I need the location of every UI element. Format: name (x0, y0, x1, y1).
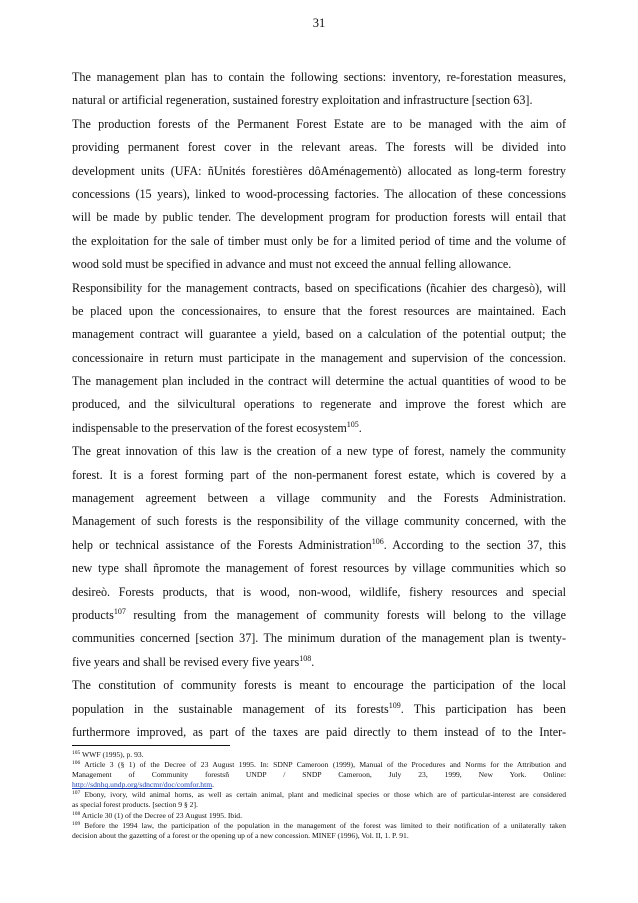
footnote-ref: 106 (371, 536, 384, 546)
line-text: the exploitation for the sale of timber must only be for a limited period of time and the volume of (72, 233, 566, 248)
line-text: population in the sustainable management of its forests (72, 701, 389, 716)
body-line (72, 674, 566, 697)
body-line (72, 206, 566, 229)
body-line (72, 651, 566, 674)
line-text: produced, and the silvicultural operations to regenerate and improve the forest which are (72, 397, 566, 412)
body-line (72, 253, 566, 276)
line-text: providing permanent forest cover in the relevant areas. The forests will be divided into (72, 140, 566, 155)
line-text: The management plan has to contain the following sections: inventory, re-forestation measures, (72, 70, 566, 84)
line-text-after: resulting from the management of community forests will belong to the village (125, 607, 566, 622)
body-line (72, 487, 566, 510)
line-text: indispensable to the preservation of the forest ecosystem (72, 420, 347, 435)
body-text (72, 66, 566, 744)
line-text: will be made by public tender. The development program for production forests will entail that (72, 210, 566, 225)
line-text: help or technical assistance of the Forests Administration (72, 537, 372, 552)
line-text: development units (UFA: ñUnités forestières dôAménagementò) allocated as long-term forestry (72, 163, 566, 178)
page-number: 31 (312, 16, 326, 30)
body-line (72, 721, 566, 744)
footnote-ref: 109 (388, 700, 401, 710)
line-text: Management of such forests is the responsibility of the village community concerned, with the (72, 514, 566, 529)
line-text-after: . According to the section 37, this (383, 537, 566, 552)
body-line (72, 277, 566, 300)
body-line (72, 183, 566, 206)
footnote-number: 109 (72, 820, 81, 827)
line-text: products (72, 607, 114, 622)
footnote-text: as special forest products. [section 9 § 2]. (72, 800, 198, 810)
line-text: The management plan included in the contract will determine the actual quantities of wood to be (72, 374, 566, 389)
line-text: be placed upon the concessionaires, to ensure that the forest resources are maintained. Each (72, 303, 566, 318)
footnote-number: 108 (72, 810, 81, 817)
footnote-line (72, 821, 566, 831)
body-line (72, 160, 566, 183)
body-line (72, 581, 566, 604)
footnote-text: WWF (1995), p. 93. (80, 750, 144, 759)
footnote-number: 106 (72, 760, 81, 767)
footnote-text: Article 3 (§ 1) of the Decree of 23 August 1995. In: SDNP Cameroon (1999), Manual of the Procedures and Norms for the Attribution and (80, 760, 566, 770)
footnote-ref: 107 (113, 606, 126, 616)
line-text: communities concerned [section 37]. The minimum duration of the management plan is twenty- (72, 631, 566, 646)
body-line (72, 370, 566, 393)
body-line (72, 66, 566, 89)
footnote-text: Article 30 (1) of the Decree of 23 August 1995. Ibid. (80, 810, 242, 820)
footnote-ref: 105 (346, 419, 359, 429)
line-text: The production forests of the Permanent Forest Estate are to be managed with the aim of (72, 116, 566, 131)
line-text: new type shall ñpromote the management of forest resources by village communities which so (72, 561, 566, 576)
line-text: five years and shall be revised every five years (72, 654, 300, 669)
body-line (72, 230, 566, 253)
footnote-line (72, 831, 566, 841)
footnote-line (72, 770, 566, 780)
footnote-line (72, 811, 566, 821)
footnote-number: 107 (72, 790, 81, 797)
line-text: desireò. Forests products, that is wood, non-wood, wildlife, fishery resources and special (72, 584, 566, 599)
line-text: The constitution of community forests is meant to encourage the participation of the local (72, 678, 566, 693)
body-line (72, 627, 566, 650)
body-line (72, 113, 566, 136)
body-line (72, 323, 566, 346)
footnote-number: 105 (72, 750, 81, 756)
line-text: management contract will guarantee a yield, based on a calculation of the potential output; the (72, 327, 566, 342)
body-line (72, 89, 566, 112)
footnote-line (72, 780, 566, 790)
footnote-text-after: . (212, 780, 215, 790)
body-line (72, 604, 566, 627)
footnote-text: Ebony, ivory, wild animal horns, as well as certain animal, plant and medicinal species or those which are of particular-interest are considered (80, 790, 566, 800)
body-line (72, 136, 566, 159)
line-text-after: . (358, 420, 362, 435)
body-line (72, 300, 566, 323)
body-line (72, 393, 566, 416)
footnote-text: decision about the gazetting of a forest or the opening up of a new concession. MINEF (1996), Vol. II, 1. P. 91. (72, 830, 409, 840)
footnote-text: Before the 1994 law, the participation of the population in the management of the forest was limited to their notification of a unilaterally taken (80, 820, 566, 830)
line-text: concessionaire in return must participate in the management and supervision of the concession. (72, 350, 566, 365)
footnote-line (72, 800, 566, 810)
line-text: natural or artificial regeneration, sustained forestry exploitation and infrastructure [section 63]. (72, 93, 533, 108)
line-text: wood sold must be specified in advance and must not exceed the annual felling allowance. (72, 257, 512, 272)
footnote-line (72, 760, 566, 770)
footnotes (72, 750, 566, 841)
footnote-divider (72, 745, 230, 746)
line-text: furthermore improved, as part of the taxes are paid directly to them instead of to the Inter- (72, 724, 566, 739)
body-line (72, 557, 566, 580)
body-line (72, 417, 566, 440)
line-text-after: . (311, 654, 315, 669)
footnote-text: Management of Community forestsñ UNDP / SNDP Cameroon, July 23, 1999, New York. Online: (72, 770, 566, 780)
line-text: management agreement between a village community and the Forests Administration. (72, 491, 566, 506)
body-line (72, 440, 566, 463)
body-line (72, 698, 566, 721)
line-text: forest. It is a forest forming part of the non-permanent forest estate, which is covered by a (72, 467, 566, 482)
line-text: concessions (15 years), linked to wood-processing factories. The allocation of these concessions (72, 186, 566, 201)
footnote-link[interactable]: http://sdnhq.undp.org/sdncmr/doc/comfor.htm (72, 780, 213, 790)
line-text: Responsibility for the management contracts, based on specifications (ñcahier des chargesò), will (72, 280, 566, 295)
footnote-ref: 108 (299, 653, 312, 663)
body-line (72, 534, 566, 557)
body-line (72, 510, 566, 533)
body-line (72, 464, 566, 487)
footnote-line (72, 790, 566, 800)
body-line (72, 347, 566, 370)
line-text: The great innovation of this law is the creation of a new type of forest, namely the community (72, 444, 566, 459)
footnote-line (72, 750, 566, 760)
line-text-after: . This participation has been (400, 701, 567, 716)
